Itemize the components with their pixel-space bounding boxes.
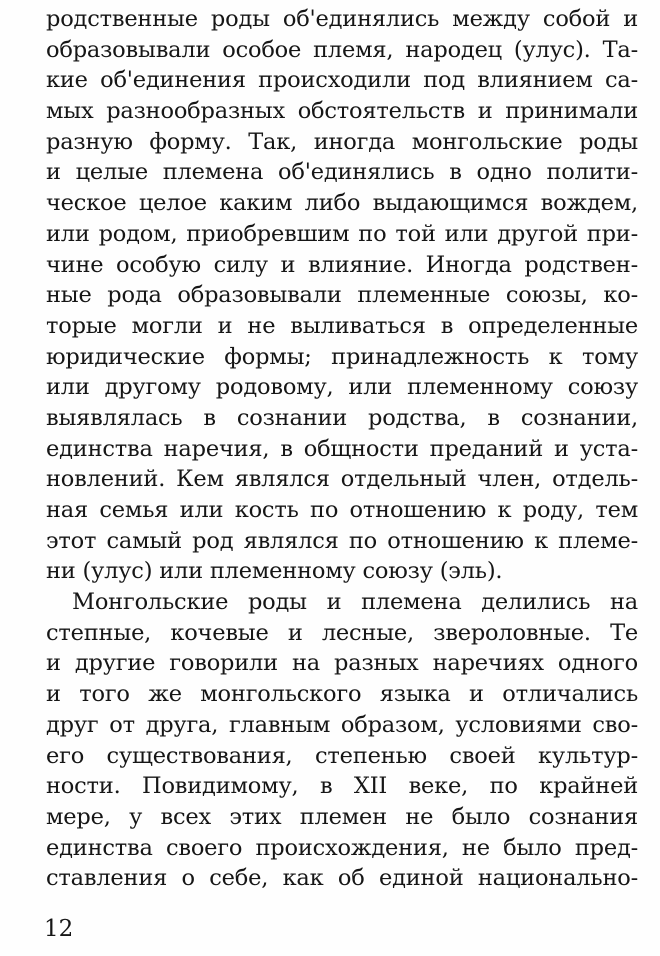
text-line: друг от друга, главным образом, условиями сво- xyxy=(46,711,638,738)
text-line: единства наречия, в общности преданий и уста- xyxy=(46,435,638,462)
body-text xyxy=(46,4,638,894)
text-line: новлений. Кем являлся отдельный член, отдель- xyxy=(46,466,638,493)
text-line: ставления о себе, как об единой национально- xyxy=(46,865,638,892)
text-line: и того же монгольского языка и отличались xyxy=(46,681,638,708)
text-line: единства своего происхождения, не было пред- xyxy=(46,834,638,861)
text-line: ные рода образовывали племенные союзы, ко- xyxy=(46,282,638,309)
text-line: торые могли и не выливаться в определенные xyxy=(46,312,638,339)
text-line: этот самый род являлся по отношению к племе- xyxy=(46,527,638,554)
text-line: юридические формы; принадлежность к тому xyxy=(46,343,638,370)
page-number: 12 xyxy=(44,916,74,942)
text-line: степные, кочевые и лесные, звероловные. Те xyxy=(46,619,638,646)
text-line: выявлялась в сознании родства, в сознании, xyxy=(46,404,638,431)
text-line: образовывали особое племя, народец (улус). Та- xyxy=(46,36,638,63)
text-line: мере, у всех этих племен не было сознания xyxy=(46,803,638,830)
text-line: родственные роды об'единялись между собой и xyxy=(46,6,638,32)
text-line: Монгольские роды и племена делились на xyxy=(72,589,638,616)
text-line: кие об'единения происходили под влиянием са- xyxy=(46,67,638,94)
text-line: ная семья или кость по отношению к роду, тем xyxy=(46,497,638,523)
text-line: ческое целое каким либо выдающимся вождем, xyxy=(46,190,638,217)
paragraph-2 xyxy=(46,587,638,894)
text-line: и другие говорили на разных наречиях одного xyxy=(46,650,638,677)
paragraph-1 xyxy=(46,4,638,587)
text-line: или другому родовому, или племенному союзу xyxy=(46,374,638,401)
text-line: его существования, степенью своей культур- xyxy=(46,742,638,769)
text-line: разную форму. Так, иногда монгольские роды xyxy=(46,128,638,155)
text-line: мых разнообразных обстоятельств и принимали xyxy=(46,98,638,125)
text-line: или родом, приобревшим по той или другой при- xyxy=(46,220,638,247)
text-line: чине особую силу и влияние. Иногда родствен- xyxy=(46,251,638,278)
text-line: ни (улус) или племенному союзу (эль). xyxy=(46,558,503,585)
text-line: ности. Повидимому, в XII веке, по крайней xyxy=(46,773,638,800)
text-line: и целые племена об'единялись в одно полити- xyxy=(46,159,638,186)
